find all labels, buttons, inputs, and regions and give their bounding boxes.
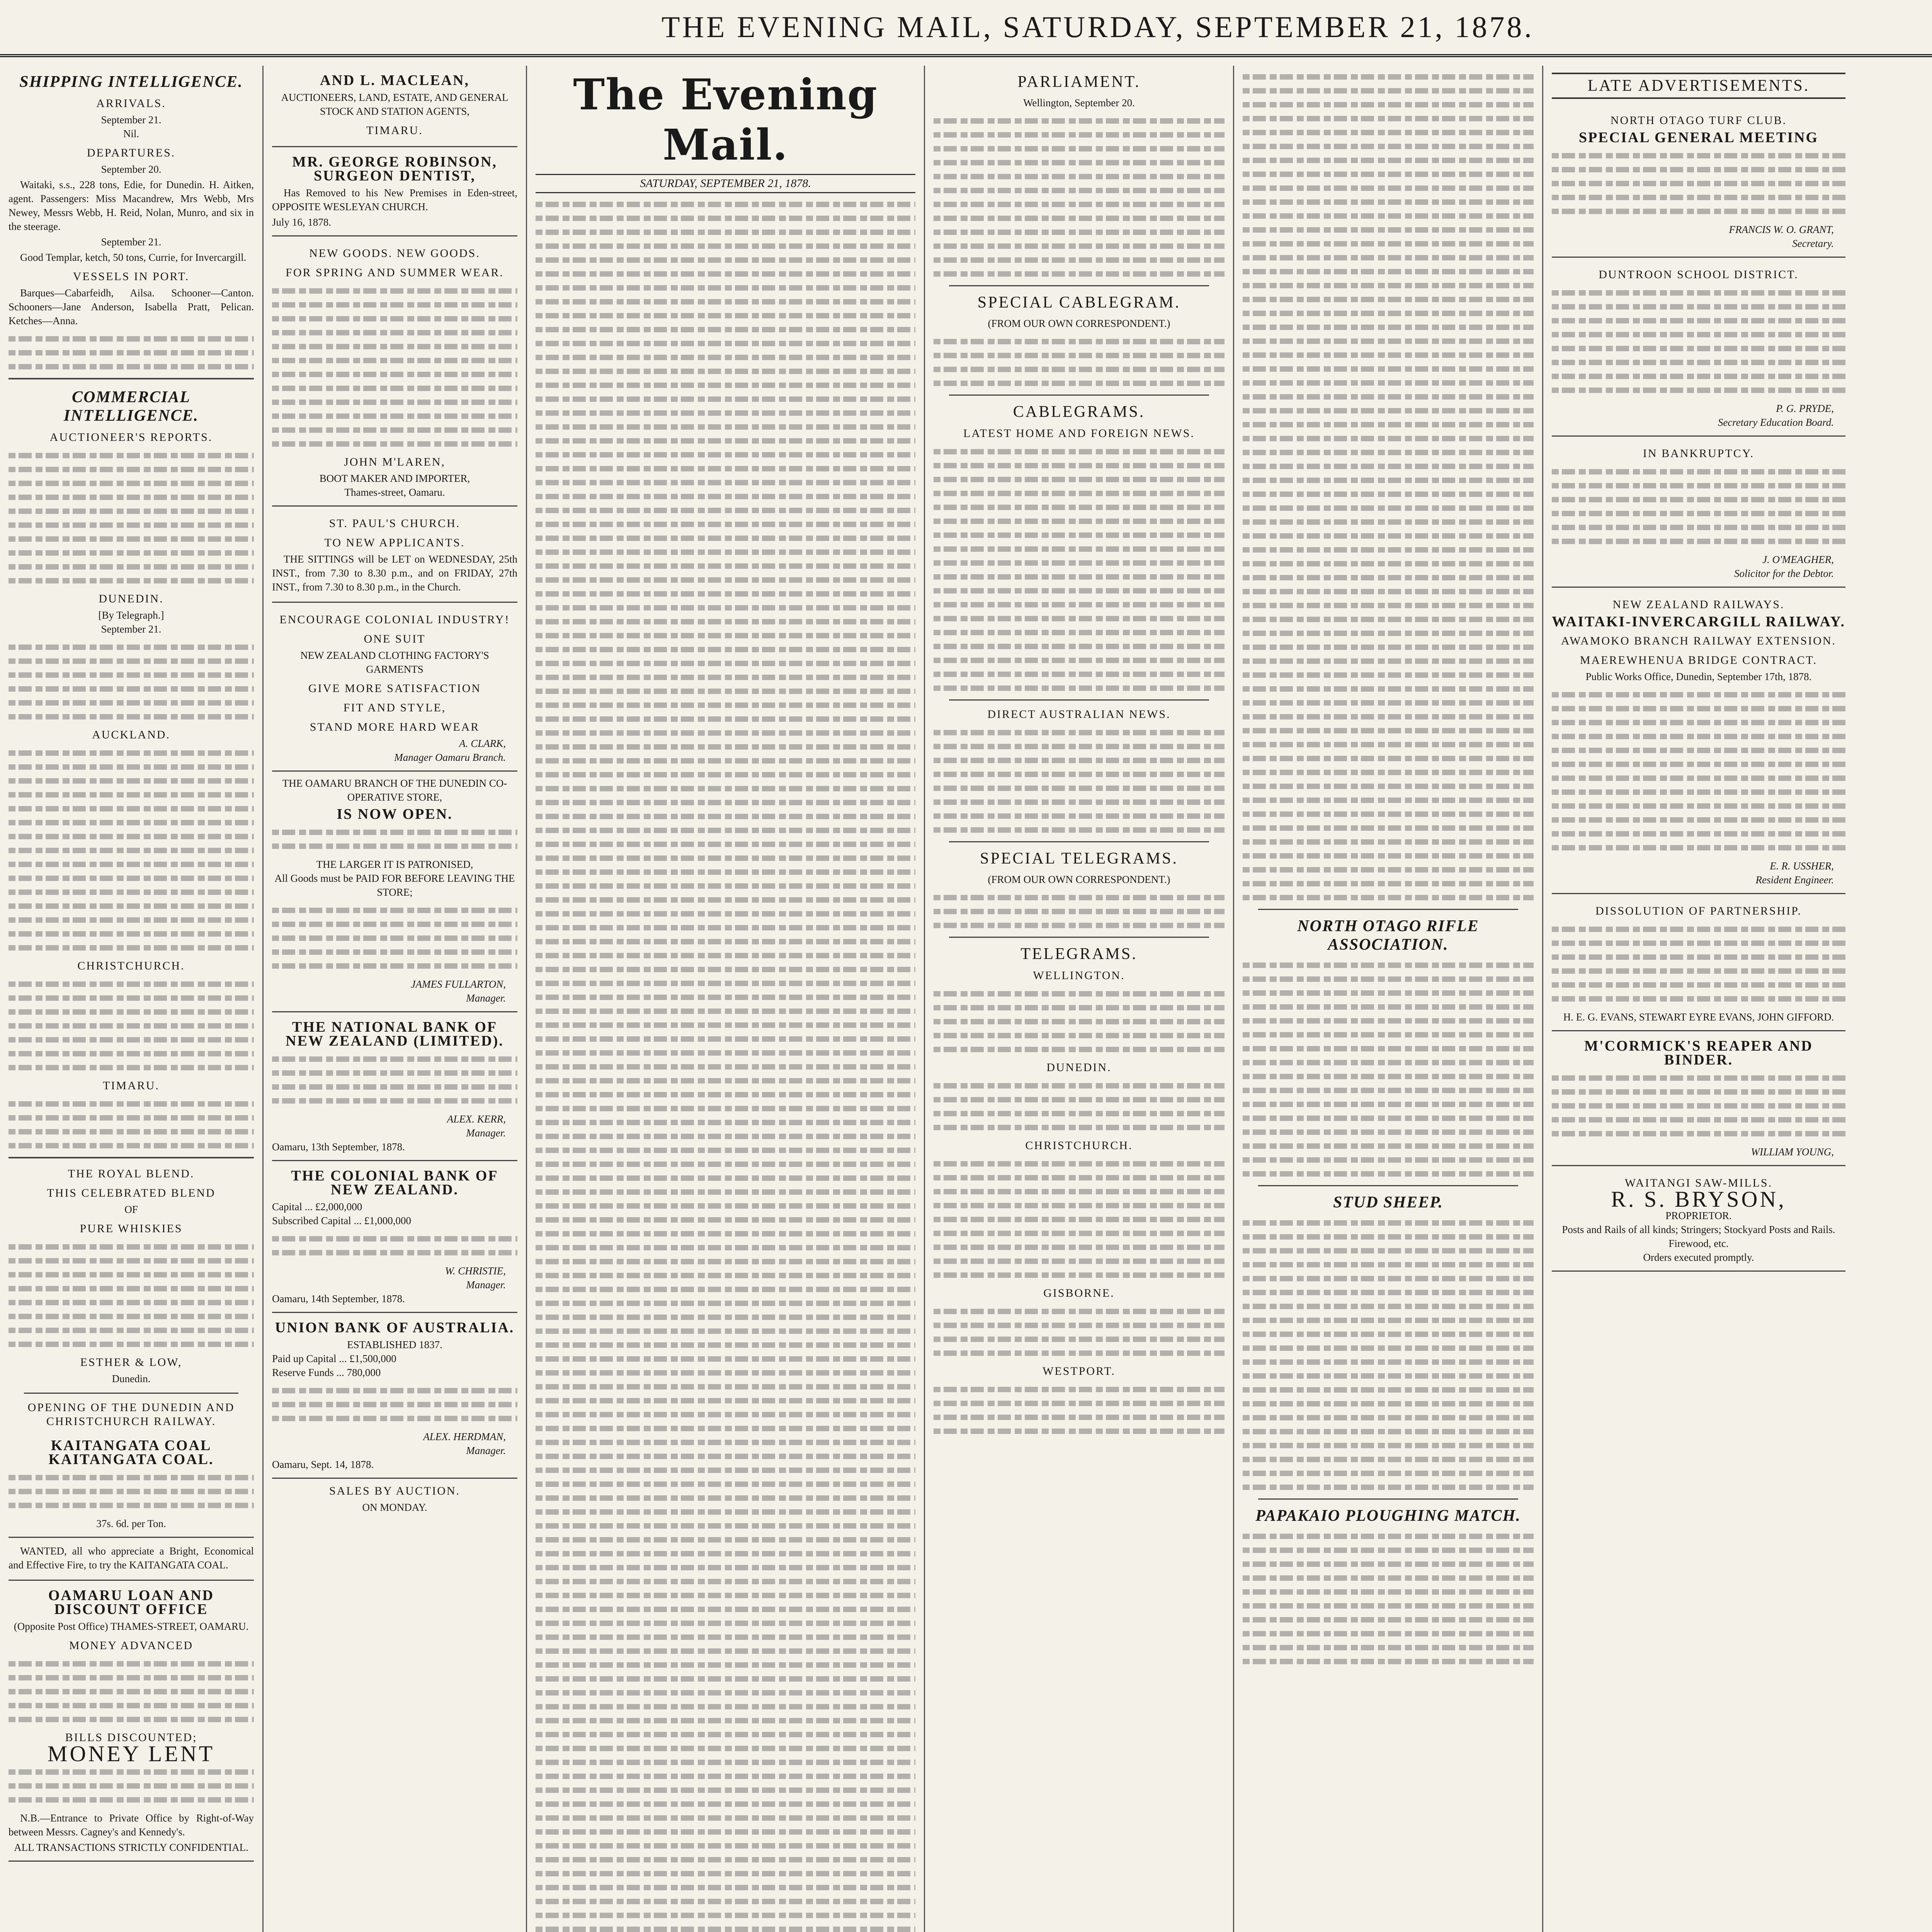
esther-place: Dunedin. (112, 1373, 151, 1384)
late-ads-heading: LATE ADVERTISEMENTS. (1552, 73, 1845, 99)
give-more: GIVE MORE SATISFACTION (308, 682, 481, 695)
vessels-text: Barques—Cabarfeidh, Ailsa. Schooner—Canton. Schooners—Jane Anderson, Isabella Pratt, Pelican. Ketches—Anna. (9, 287, 254, 327)
sittings-text: THE SITTINGS will be LET on WEDNESDAY, 25th INST., from 7.30 to 8.30 p.m., and on FRIDAY, 27th INST., from 7.30 to 8.30 p.m., in the Church. (272, 553, 517, 593)
duntroon-ad (1552, 258, 1845, 437)
colonial-bank-ad (272, 1161, 517, 1313)
mclaren-name: JOHN M'LAREN, (344, 456, 446, 468)
maclean-title: AUCTIONEERS, LAND, ESTATE, AND GENERAL STOCK AND STATION AGENTS, (281, 92, 509, 117)
article-text (9, 645, 254, 719)
fit-style: FIT AND STYLE, (343, 701, 446, 714)
turf-club-ad (1552, 104, 1845, 258)
editorial-dateline: SATURDAY, SEPTEMBER 21, 1878. (536, 174, 915, 193)
railways-title: NEW ZEALAND RAILWAYS. (1612, 598, 1785, 611)
wellington-heading: WELLINGTON. (1033, 969, 1125, 982)
kerr-date: Oamaru, 13th September, 1878. (272, 1141, 405, 1153)
article-text (9, 1244, 254, 1347)
article-text (1243, 1220, 1534, 1490)
departures-heading: DEPARTURES. (87, 146, 176, 159)
nb-text: N.B.—Entrance to Private Office by Right-of-Way between Messrs. Cagney's and Kennedy's. (9, 1812, 254, 1838)
clark-name: A. CLARK, (459, 738, 506, 749)
article-text (1552, 153, 1845, 214)
oamaru-loan-sub: (Opposite Post Office) THAMES-STREET, OAMARU. (14, 1621, 249, 1632)
reserve-line: Reserve Funds ... 780,000 (272, 1367, 381, 1378)
special-telegrams-heading: SPECIAL TELEGRAMS. (980, 850, 1179, 867)
christie-sub: Manager. (466, 1279, 506, 1291)
article-text (934, 339, 1225, 386)
railways-ad (1552, 588, 1845, 894)
stand-more: STAND MORE HARD WEAR (310, 721, 480, 733)
shipping-heading: SHIPPING INTELLIGENCE. (19, 73, 243, 91)
new-goods-title: NEW GOODS. NEW GOODS. (309, 247, 480, 260)
gisborne-heading: GISBORNE. (1043, 1287, 1115, 1299)
esther-low: ESTHER & LOW, (80, 1356, 182, 1369)
dunedin-date: September 21. (101, 623, 162, 635)
waitangi-title: WAITANGI SAW-MILLS. (1624, 1177, 1773, 1189)
bankruptcy-ad (1552, 437, 1845, 588)
arrivals-date: September 21. (101, 114, 162, 126)
article-text (934, 991, 1225, 1052)
article-text (934, 1309, 1225, 1356)
article-text (934, 1387, 1225, 1434)
article-text (1243, 74, 1534, 900)
christie-date: Oamaru, 14th September, 1878. (272, 1293, 405, 1304)
grant-sub: Secretary. (1792, 238, 1834, 249)
article-text (1552, 469, 1845, 544)
is-now-open: IS NOW OPEN. (337, 806, 453, 822)
colonial-bank-title: THE COLONIAL BANK OF NEW ZEALAND. (291, 1168, 498, 1198)
article-text (9, 981, 254, 1070)
bankruptcy-title: IN BANKRUPTCY. (1643, 447, 1755, 460)
st-pauls-ad (272, 507, 517, 603)
editorial-text (536, 202, 915, 1932)
article-text (1552, 290, 1845, 393)
departures-text: Waitaki, s.s., 228 tons, Edie, for Dunedin. H. Aitken, agent. Passengers: Miss Macandrew, Mrs Webb, Mrs Newey, Messrs Webb, H. Reid, Nolan, Munro, and six in the steerage. (9, 179, 254, 232)
mclaren-sub: BOOT MAKER AND IMPORTER, (319, 473, 470, 484)
bills-discounted: BILLS DISCOUNTED; (65, 1731, 197, 1744)
cablegrams-heading: CABLEGRAMS. (1013, 403, 1145, 421)
turf-club-title: NORTH OTAGO TURF CLUB. (1610, 114, 1787, 127)
arrivals-text: Nil. (123, 128, 139, 139)
oamaru-loan-ad (9, 1581, 254, 1862)
spring-title: FOR SPRING AND SUMMER WEAR. (286, 266, 504, 279)
kaitangata-title: KAITANGATA COAL KAITANGATA COAL. (48, 1437, 214, 1468)
union-bank-ad (272, 1313, 517, 1479)
st-pauls-title: ST. PAUL'S CHURCH. (329, 517, 461, 530)
dissolution-ad (1552, 894, 1845, 1031)
auckland-heading: AUCKLAND. (92, 728, 170, 741)
new-goods-ad (272, 236, 517, 507)
article-text (9, 750, 254, 951)
robinson-text: Has Removed to his New Premises in Eden-street, OPPOSITE WESLEYAN CHURCH. (272, 187, 517, 213)
robinson-ad (272, 147, 517, 236)
parliament-heading: PARLIAMENT. (1017, 73, 1141, 91)
waitangi-ad (1552, 1166, 1845, 1272)
departures-date-2: September 21. (101, 236, 162, 248)
rifle-association-heading: NORTH OTAGO RIFLE ASSOCIATION. (1297, 917, 1479, 954)
confidential-text: ALL TRANSACTIONS STRICTLY CONFIDENTIAL. (14, 1842, 248, 1853)
of-label: OF (124, 1204, 138, 1215)
column-1 (0, 66, 264, 1932)
pryde-sub: Secretary Education Board. (1718, 417, 1834, 428)
paid-up-line: Paid up Capital ... £1,500,000 (272, 1353, 396, 1364)
sales-by-auction: SALES BY AUCTION. (329, 1485, 461, 1497)
mclaren-place: Thames-street, Oamaru. (344, 486, 445, 498)
orders-text: Orders executed promptly. (1643, 1252, 1754, 1263)
article-text (9, 1101, 254, 1148)
union-bank-title: UNION BANK OF AUSTRALIA. (275, 1320, 515, 1336)
maclean-place: TIMARU. (366, 124, 423, 137)
cooperative-ad (272, 772, 517, 1012)
article-text (272, 908, 517, 969)
stud-sheep-heading: STUD SHEEP. (1333, 1194, 1443, 1211)
article-text (272, 1056, 517, 1104)
kaitangata-price: 37s. 6d. per Ton. (96, 1518, 166, 1529)
latest-news-heading: LATEST HOME AND FOREIGN NEWS. (963, 427, 1195, 440)
article-text (272, 288, 517, 447)
wanted-ad (9, 1538, 254, 1581)
column-5 (1234, 66, 1543, 1932)
all-goods: All Goods must be PAID FOR BEFORE LEAVING THE STORE; (274, 872, 515, 898)
dissolution-title: DISSOLUTION OF PARTNERSHIP. (1595, 905, 1802, 917)
mccormick-title: M'CORMICK'S REAPER AND BINDER. (1584, 1038, 1813, 1068)
clark-sub: Manager Oamaru Branch. (394, 752, 506, 763)
article-text (1552, 927, 1845, 1002)
omeagher-name: J. O'MEAGHER, (1762, 554, 1834, 565)
article-text (934, 1083, 1225, 1130)
dunedin-heading: DUNEDIN. (99, 592, 164, 605)
waitaki-railway: WAITAKI-INVERCARGILL RAILWAY. (1552, 614, 1845, 630)
robinson-date: July 16, 1878. (272, 216, 332, 228)
national-bank-title: THE NATIONAL BANK OF NEW ZEALAND (LIMITED). (286, 1019, 504, 1049)
maerewhenua: MAEREWHENUA BRIDGE CONTRACT. (1580, 654, 1818, 667)
ussher-name: E. R. USSHER, (1770, 860, 1834, 872)
opening-railway: OPENING OF THE DUNEDIN AND CHRISTCHURCH RAILWAY. (27, 1401, 235, 1428)
pure-whiskies: PURE WHISKIES (80, 1222, 183, 1235)
capital-line: Capital ... £2,000,000 (272, 1201, 362, 1213)
on-monday: ON MONDAY. (362, 1502, 427, 1513)
column-4 (925, 66, 1234, 1932)
money-advanced: MONEY ADVANCED (69, 1639, 194, 1652)
westport-heading: WESTPORT. (1043, 1365, 1116, 1378)
young-name: WILLIAM YOUNG, (1751, 1146, 1834, 1158)
one-suit: ONE SUIT (364, 633, 426, 645)
posts-text: Posts and Rails of all kinds; Stringers; Stockyard Posts and Rails. Firewood, etc. (1562, 1224, 1835, 1249)
duntroon-title: DUNTROON SCHOOL DISTRICT. (1599, 268, 1799, 281)
special-cablegram-heading: SPECIAL CABLEGRAM. (977, 294, 1181, 311)
article-text (1552, 1075, 1845, 1136)
grant-name: FRANCIS W. O. GRANT, (1729, 224, 1834, 235)
departures-date: September 20. (101, 163, 162, 175)
direct-australian-heading: DIRECT AUSTRALIAN NEWS. (987, 708, 1171, 721)
telegrams-heading: TELEGRAMS. (1020, 945, 1138, 963)
christie-name: W. CHRISTIE, (445, 1265, 506, 1277)
bryson-name: R. S. BRYSON, (1611, 1187, 1786, 1212)
christchurch-heading: CHRISTCHURCH. (77, 959, 185, 972)
dunedin-t-heading: DUNEDIN. (1046, 1061, 1112, 1074)
editorial-title: The Evening Mail. (573, 70, 878, 170)
money-lent: MONEY LENT (47, 1741, 215, 1766)
from-own-correspondent: (FROM OUR OWN CORRESPONDENT.) (988, 318, 1170, 329)
ploughing-match-heading: PAPAKAIO PLOUGHING MATCH. (1255, 1507, 1521, 1525)
kerr-name: ALEX. KERR, (447, 1113, 506, 1125)
encourage-title: ENCOURAGE COLONIAL INDUSTRY! (279, 613, 510, 626)
bryson-sub: PROPRIETOR. (1665, 1210, 1732, 1221)
special-meeting: SPECIAL GENERAL MEETING (1578, 129, 1819, 146)
ussher-sub: Resident Engineer. (1755, 874, 1834, 886)
omeagher-sub: Solicitor for the Debtor. (1734, 568, 1834, 579)
article-text (9, 1661, 254, 1722)
fullarton-sub: Manager. (466, 992, 506, 1004)
awamoko: AWAMOKO BRANCH RAILWAY EXTENSION. (1561, 634, 1837, 647)
herdman-name: ALEX. HERDMAN, (423, 1431, 506, 1442)
to-new-applicants: TO NEW APPLICANTS. (324, 536, 465, 549)
mccormick-ad (1552, 1031, 1845, 1166)
auctioneers-heading: AUCTIONEER'S REPORTS. (49, 431, 213, 444)
article-text (9, 336, 254, 369)
article-text (934, 1161, 1225, 1278)
kerr-sub: Manager. (466, 1127, 506, 1139)
article-text (272, 830, 517, 849)
vessels-heading: VESSELS IN PORT. (73, 270, 190, 283)
celebrated-blend: THIS CELEBRATED BLEND (47, 1187, 216, 1199)
article-text (1552, 692, 1845, 850)
article-text (9, 453, 254, 583)
departures-text-2: Good Templar, ketch, 50 tons, Currie, for Invercargill. (20, 252, 247, 263)
oamaru-loan-title: OAMARU LOAN AND DISCOUNT OFFICE (48, 1587, 214, 1617)
article-text (934, 895, 1225, 928)
oamaru-branch: THE OAMARU BRANCH OF THE DUNEDIN CO-OPERATIVE STORE, (282, 777, 507, 803)
timaru-heading: TIMARU. (103, 1079, 160, 1092)
column-6 (1543, 66, 1932, 1932)
robinson-title: MR. GEORGE ROBINSON, SURGEON DENTIST, (292, 154, 497, 184)
public-works: Public Works Office, Dunedin, September 17th, 1878. (1585, 671, 1812, 682)
herdman-date: Oamaru, Sept. 14, 1878. (272, 1459, 374, 1470)
established: ESTABLISHED 1837. (347, 1339, 442, 1350)
larger-text: THE LARGER IT IS PATRONISED, (316, 859, 473, 870)
column-3 (527, 66, 925, 1932)
article-text (934, 730, 1225, 833)
subscribed-line: Subscribed Capital ... £1,000,000 (272, 1215, 411, 1226)
maclean-ad (272, 66, 517, 147)
column-2 (264, 66, 527, 1932)
arrivals-heading: ARRIVALS. (96, 97, 166, 110)
nz-clothing: NEW ZEALAND CLOTHING FACTORY'S GARMENTS (300, 650, 489, 675)
national-bank-ad (272, 1012, 517, 1161)
maclean-name: AND L. MACLEAN, (320, 72, 469, 88)
wanted-text: WANTED, all who appreciate a Bright, Economical and Effective Fire, to try the KAITANGATA COAL. (9, 1545, 254, 1571)
evans-names: H. E. G. EVANS, STEWART EYRE EVANS, JOHN GIFFORD. (1563, 1011, 1834, 1023)
pryde-name: P. G. PRYDE, (1776, 403, 1834, 414)
clothing-ad (272, 603, 517, 772)
royal-blend-heading: THE ROYAL BLEND. (68, 1167, 195, 1180)
herdman-sub: Manager. (466, 1445, 506, 1456)
commercial-heading: COMMERCIAL INTELLIGENCE. (63, 388, 199, 425)
kaitangata-ad (9, 1431, 254, 1538)
article-text (1243, 963, 1534, 1177)
fullarton-name: JAMES FULLARTON, (411, 978, 506, 990)
article-text (934, 449, 1225, 691)
article-text (1243, 1534, 1534, 1664)
christchurch-t-heading: CHRISTCHURCH. (1025, 1139, 1133, 1152)
article-text (272, 1388, 517, 1421)
newspaper-masthead: THE EVENING MAIL, SATURDAY, SEPTEMBER 21, 1878. (0, 0, 1932, 57)
article-text (9, 1475, 254, 1508)
article-text (9, 1769, 254, 1803)
dunedin-byline: [By Telegraph.] (98, 609, 164, 621)
article-text (272, 1236, 517, 1255)
from-own-correspondent-2: (FROM OUR OWN CORRESPONDENT.) (988, 874, 1170, 885)
parliament-date: Wellington, September 20. (1023, 97, 1135, 109)
article-text (934, 118, 1225, 277)
